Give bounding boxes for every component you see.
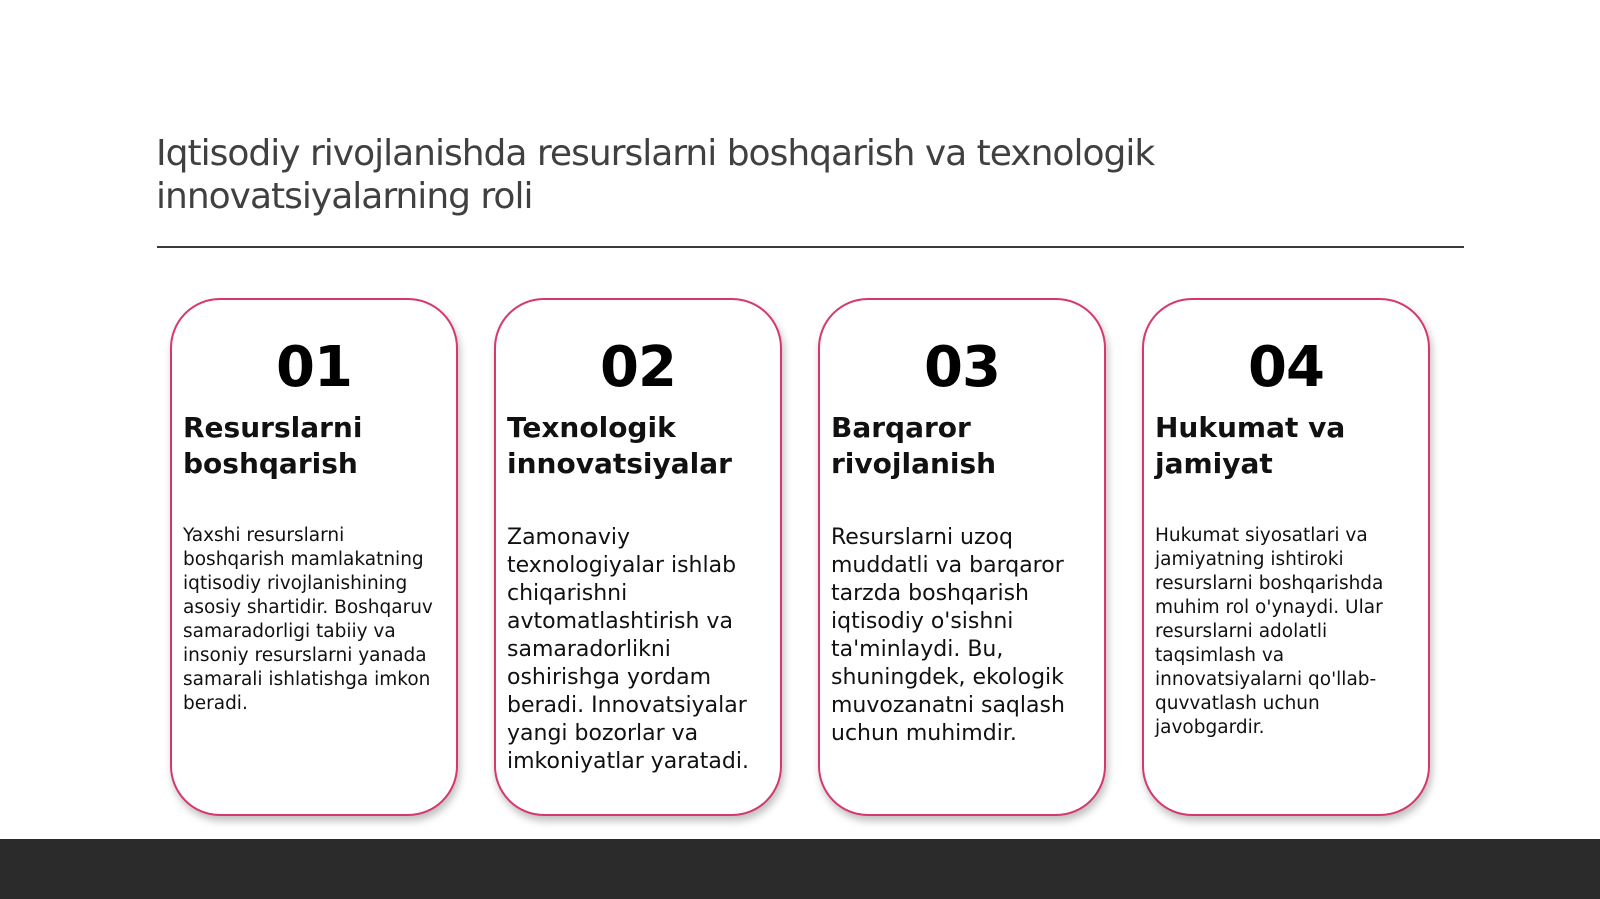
card-number: 02 <box>600 335 676 400</box>
card-heading: Hukumat va jamiyat <box>1155 411 1346 480</box>
card-body: Zamonaviy texnologiyalar ishlab chiqarishni avtomatlashtirish va samaradorlikni oshirishga yordam beradi. Innovatsiyalar yangi bozorlar va imkoniyatlar yaratadi. <box>507 525 749 774</box>
card-heading: Texnologik innovatsiyalar <box>507 411 732 480</box>
footer-bar <box>0 839 1600 899</box>
card-number: 03 <box>924 335 1000 400</box>
card-number: 01 <box>276 335 352 400</box>
card-number: 04 <box>1248 335 1324 400</box>
slide-title: Iqtisodiy rivojlanishda resurslarni boshqarish va texnologik innovatsiyalarning roli <box>156 133 1155 217</box>
card-body: Hukumat siyosatlari va jamiyatning ishtiroki resurslarni boshqarishda muhim rol o'ynaydi. Ular resurslarni adolatli taqsimlash va innovatsiyalarni qo'llab-quvvatlash uchun javobgardir. <box>1155 525 1384 738</box>
card-body: Yaxshi resurslarni boshqarish mamlakatning iqtisodiy rivojlanishining asosiy shartidir. Boshqaruv samaradorligi tabiiy va insoniy resurslarni yanada samarali ishlatishga imkon beradi. <box>183 525 433 714</box>
card-3 <box>818 298 1106 816</box>
card-heading: Resurslarni boshqarish <box>183 411 363 480</box>
card-heading: Barqaror rivojlanish <box>831 411 997 480</box>
card-1 <box>170 298 458 816</box>
card-2 <box>494 298 782 816</box>
card-4 <box>1142 298 1430 816</box>
card-body: Resurslarni uzoq muddatli va barqaror tarzda boshqarish iqtisodiy o'sishni ta'minlaydi. Bu, shuningdek, ekologik muvozanatni saqlash uchun muhimdir. <box>831 525 1065 746</box>
